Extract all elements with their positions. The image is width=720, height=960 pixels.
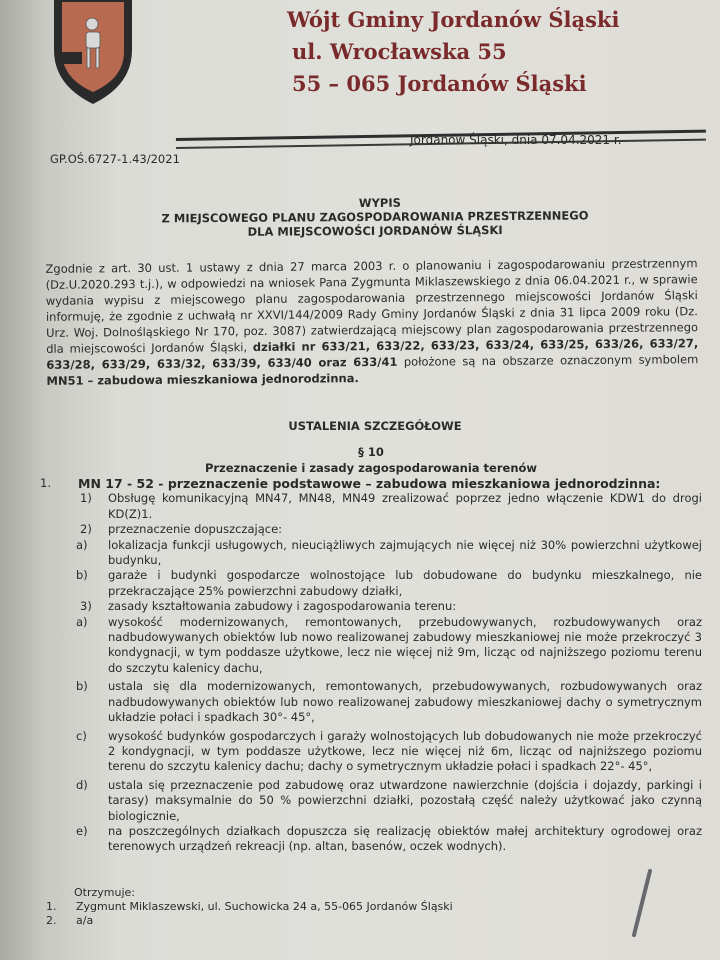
section-heading: USTALENIA SZCZEGÓŁOWE [288, 419, 462, 433]
parcel-numbers: działki nr 633/21, 633/22, 633/23, 633/24, 633/25, 633/26, 633/27, 633/28, 633/29, 633/32, 633/39, 633/40 oraz 633/41 [46, 336, 699, 372]
recipient-text: a/a [76, 914, 94, 927]
coat-of-arms-icon [52, 0, 134, 106]
list-item-3d [40, 778, 702, 824]
item-letter: b) [76, 568, 88, 583]
place-and-date: Jordanów Śląski, dnia 07.04.2021 r. [410, 133, 622, 147]
item-letter: b) [76, 679, 88, 694]
title-wypis: WYPIS [358, 195, 401, 211]
item-text: ustala się dla modernizowanych, remontowanych, przebudowywanych, rozbudowywanych oraz nadbudowywanych obiektów lub nowo realizowanej zabudowy mieszkaniowej dachy o symetrycznym układzie połaci i spadkach 30°- 45°, [108, 679, 702, 725]
letterhead-office: Wójt Gminy Jordanów Śląski [287, 7, 620, 32]
recipient-item [46, 900, 453, 914]
item-letter: c) [76, 728, 87, 743]
recipients-block [46, 886, 453, 928]
item-text: Obsługę komunikacyjną MN47, MN48, MN49 zrealizować poprzez jedno włączenie KDW1 do drogi KD(Z)1. [108, 491, 702, 521]
title-line-3: DLA MIEJSCOWOŚCI JORDANÓW ŚLĄSKI [247, 223, 503, 239]
list-item-2 [40, 522, 702, 537]
item-text: zasady kształtowania zabudowy i zagospodarowania terenu: [108, 599, 457, 614]
title-line-2: Z MIEJSCOWEGO PLANU ZAGOSPODAROWANIA PRZESTRZENNEGO [161, 208, 589, 226]
list-item-2a [40, 538, 702, 569]
letterhead [287, 4, 619, 100]
item-number: 3) [80, 599, 92, 614]
list-item-main [40, 476, 702, 491]
list-item-3e [40, 824, 702, 855]
intro-paragraph [45, 255, 698, 389]
item-letter: a) [76, 614, 88, 629]
item-number: 1. [40, 476, 51, 490]
item-number: 1) [80, 491, 92, 506]
item-text: ustala się przeznaczenie pod zabudowę oraz utwardzone nawierzchnie (dojścia i dojazdy, parkingi i tarasy) maksymalnie do 50 % powierzchni działki, pozostałą część należy użytkować jako czynną biologicznie, [108, 777, 702, 823]
intro-text-middle: położone są na obszarze oznaczonym symbolem [397, 352, 699, 369]
item-text: lokalizacja funkcji usługowych, nieuciążliwych zajmujących nie więcej niż 30% powierzchni użytkowej budynku, [108, 537, 702, 568]
zone-symbol: MN51 – zabudowa mieszkaniowa jednorodzinna. [46, 371, 359, 388]
item-text: wysokość modernizowanych, remontowanych, przebudowywanych, rozbudowywanych oraz nadbudowywanych obiektów lub nowo realizowanej zabudowy mieszkaniowej nie może przekroczyć 3 kondygnacji, w tym poddasze użytkowe, lecz nie więcej niż 9m, licząc od najniższego poziomu terenu do szczytu kalenicy dachu, [108, 614, 702, 675]
item-text: na poszczególnych działkach dopuszcza się realizację obiektów małej architektury ogrodowej oraz terenowych urządzeń rekreacji (np. altan, basenów, oczek wodnych). [108, 823, 702, 854]
item-number: 2) [80, 522, 92, 537]
list-item-3b [40, 679, 702, 725]
list-item-3 [40, 599, 702, 614]
item-letter: d) [76, 777, 88, 792]
item-text: MN 17 - 52 - przeznaczenie podstawowe – zabudowa mieszkaniowa jednorodzinna: [78, 476, 661, 491]
list-item-1 [40, 491, 702, 522]
recipients-label: Otrzymuje: [74, 886, 135, 899]
item-text: przeznaczenie dopuszczające: [108, 522, 283, 537]
letterhead-city: 55 – 065 Jordanów Śląski [292, 71, 587, 96]
recipient-number: 2. [46, 914, 57, 927]
intro-text: Zgodnie z art. 30 ust. 1 ustawy z dnia 27 marca 2003 r. o planowaniu i zagospodarowaniu przestrzennym (Dz.U.2020.293 t.j.), w odpowiedzi na wniosek Pana Zygmunta Miklaszewskiego z dnia 06.04.2021 r., w sprawie wydania wypisu z miejscowego planu zagospodarowania przestrzennego miejscowości Jordanów Śląski informuję, że zgodnie z uchwałą nr XXVI/144/2009 Rady Gminy Jordanów Śląski z dnia 31 lipca 2009 roku (Dz. Urz. Woj. Dolnośląskiego Nr 170, poz. 3087) zatwierdzającą miejscowy plan zagospodarowania przestrzennego dla miejscowości Jordanów Śląski, [45, 256, 699, 356]
item-letter: e) [76, 823, 88, 838]
paragraph-number: § 10 [358, 445, 384, 459]
document-title [0, 193, 720, 240]
regulations-list [40, 476, 702, 855]
recipient-item [46, 914, 453, 928]
item-letter: a) [76, 537, 88, 552]
list-item-3a [40, 615, 702, 677]
recipient-number: 1. [46, 900, 57, 913]
item-text: wysokość budynków gospodarczych i garaży wolnostojących lub dobudowanych nie może przekroczyć 2 kondygnacji, w tym poddasze użytkowe, lecz nie więcej niż 6m, licząc od najniższego poziomu terenu do szczytu kalenicy dachu; dachy o symetrycznym układzie połaci i spadkach 22°- 45°, [108, 728, 702, 774]
letterhead-street: ul. Wrocławska 55 [292, 39, 507, 64]
list-item-3c [40, 729, 702, 775]
item-text: garaże i budynki gospodarcze wolnostojące lub dobudowane do budynku mieszkalnego, nie przekraczające 25% powierzchni zabudowy działki, [108, 568, 702, 598]
paragraph-title: Przeznaczenie i zasady zagospodarowania terenów [204, 461, 538, 475]
list-item-2b [40, 568, 702, 599]
reference-number: GP.OŚ.6727-1.43/2021 [50, 152, 180, 166]
recipient-text: Zygmunt Miklaszewski, ul. Suchowicka 24 a, 55-065 Jordanów Śląski [76, 900, 453, 913]
